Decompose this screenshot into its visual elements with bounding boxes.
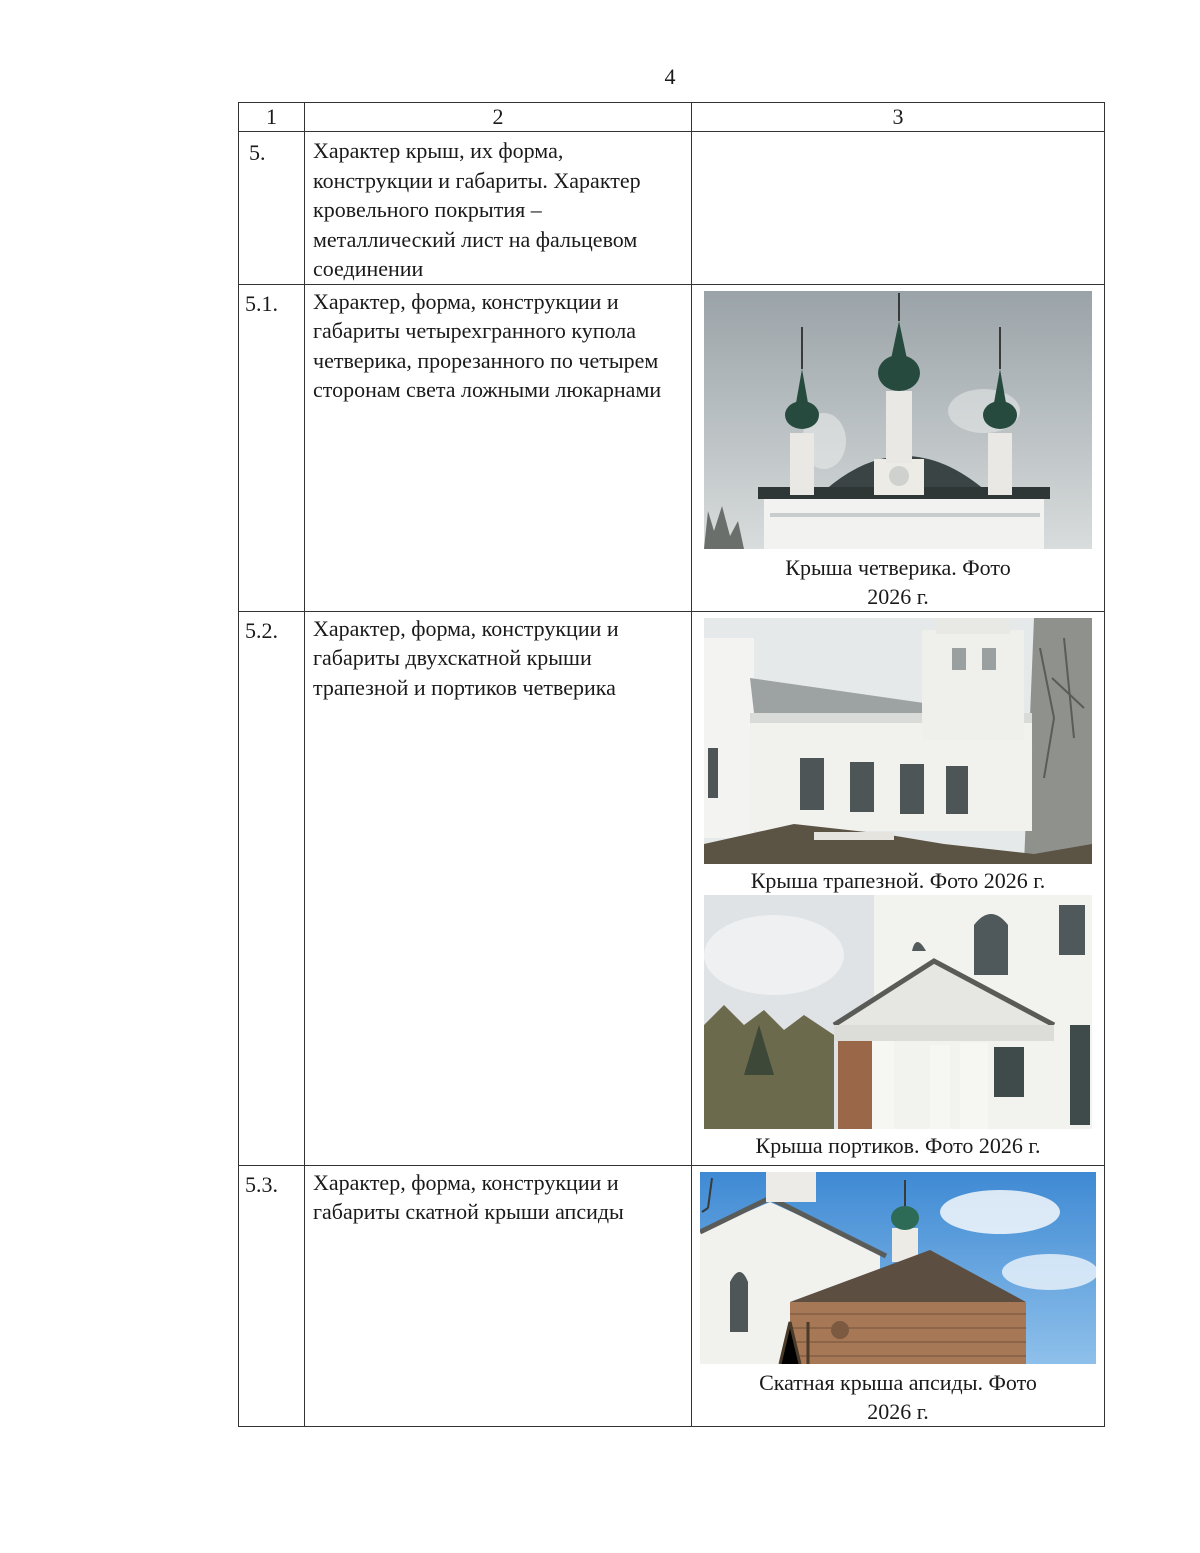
row-description: Характер крыш, их форма, конструкции и габариты. Характер кровельного покрытия – металлический лист на фальцевом соединении xyxy=(305,132,692,285)
row-description: Характер, форма, конструкции и габариты четырехгранного купола четверика, прорезанного по четырем сторонам света ложными люкарнами xyxy=(305,284,692,611)
photo-caption: Скатная крыша апсиды. Фото 2026 г. xyxy=(759,1369,1037,1424)
row-number: 5.3. xyxy=(239,1165,305,1426)
portico-roof-photo xyxy=(704,895,1092,1129)
table-row xyxy=(239,132,1105,285)
column-header-1: 1 xyxy=(239,103,305,132)
church-domes-photo xyxy=(704,291,1092,549)
row-photo-cell xyxy=(692,611,1105,1165)
row-photo-cell xyxy=(692,284,1105,611)
table-row xyxy=(239,1165,1105,1426)
refectory-roof-photo xyxy=(704,618,1092,864)
column-header-3: 3 xyxy=(692,103,1105,132)
roof-characteristics-table xyxy=(238,102,1105,1427)
row-photo-cell xyxy=(692,1165,1105,1426)
row-description: Характер, форма, конструкции и габариты двухскатной крыши трапезной и портиков четверика xyxy=(305,611,692,1165)
table-row xyxy=(239,284,1105,611)
row-number: 5. xyxy=(239,132,305,285)
row-number: 5.2. xyxy=(239,611,305,1165)
table-row xyxy=(239,611,1105,1165)
photo-caption: Крыша трапезной. Фото 2026 г. xyxy=(750,867,1046,893)
photo-caption: Крыша портиков. Фото 2026 г. xyxy=(755,1132,1041,1158)
apse-roof-photo xyxy=(700,1172,1096,1364)
table-header-row xyxy=(239,103,1105,132)
row-description: Характер, форма, конструкции и габариты скатной крыши апсиды xyxy=(305,1165,692,1426)
row-photo-cell-empty xyxy=(692,132,1105,285)
row-number: 5.1. xyxy=(239,284,305,611)
column-header-2: 2 xyxy=(305,103,692,132)
photo-caption: Крыша четверика. Фото 2026 г. xyxy=(785,554,1011,609)
page-number: 4 xyxy=(664,64,676,89)
